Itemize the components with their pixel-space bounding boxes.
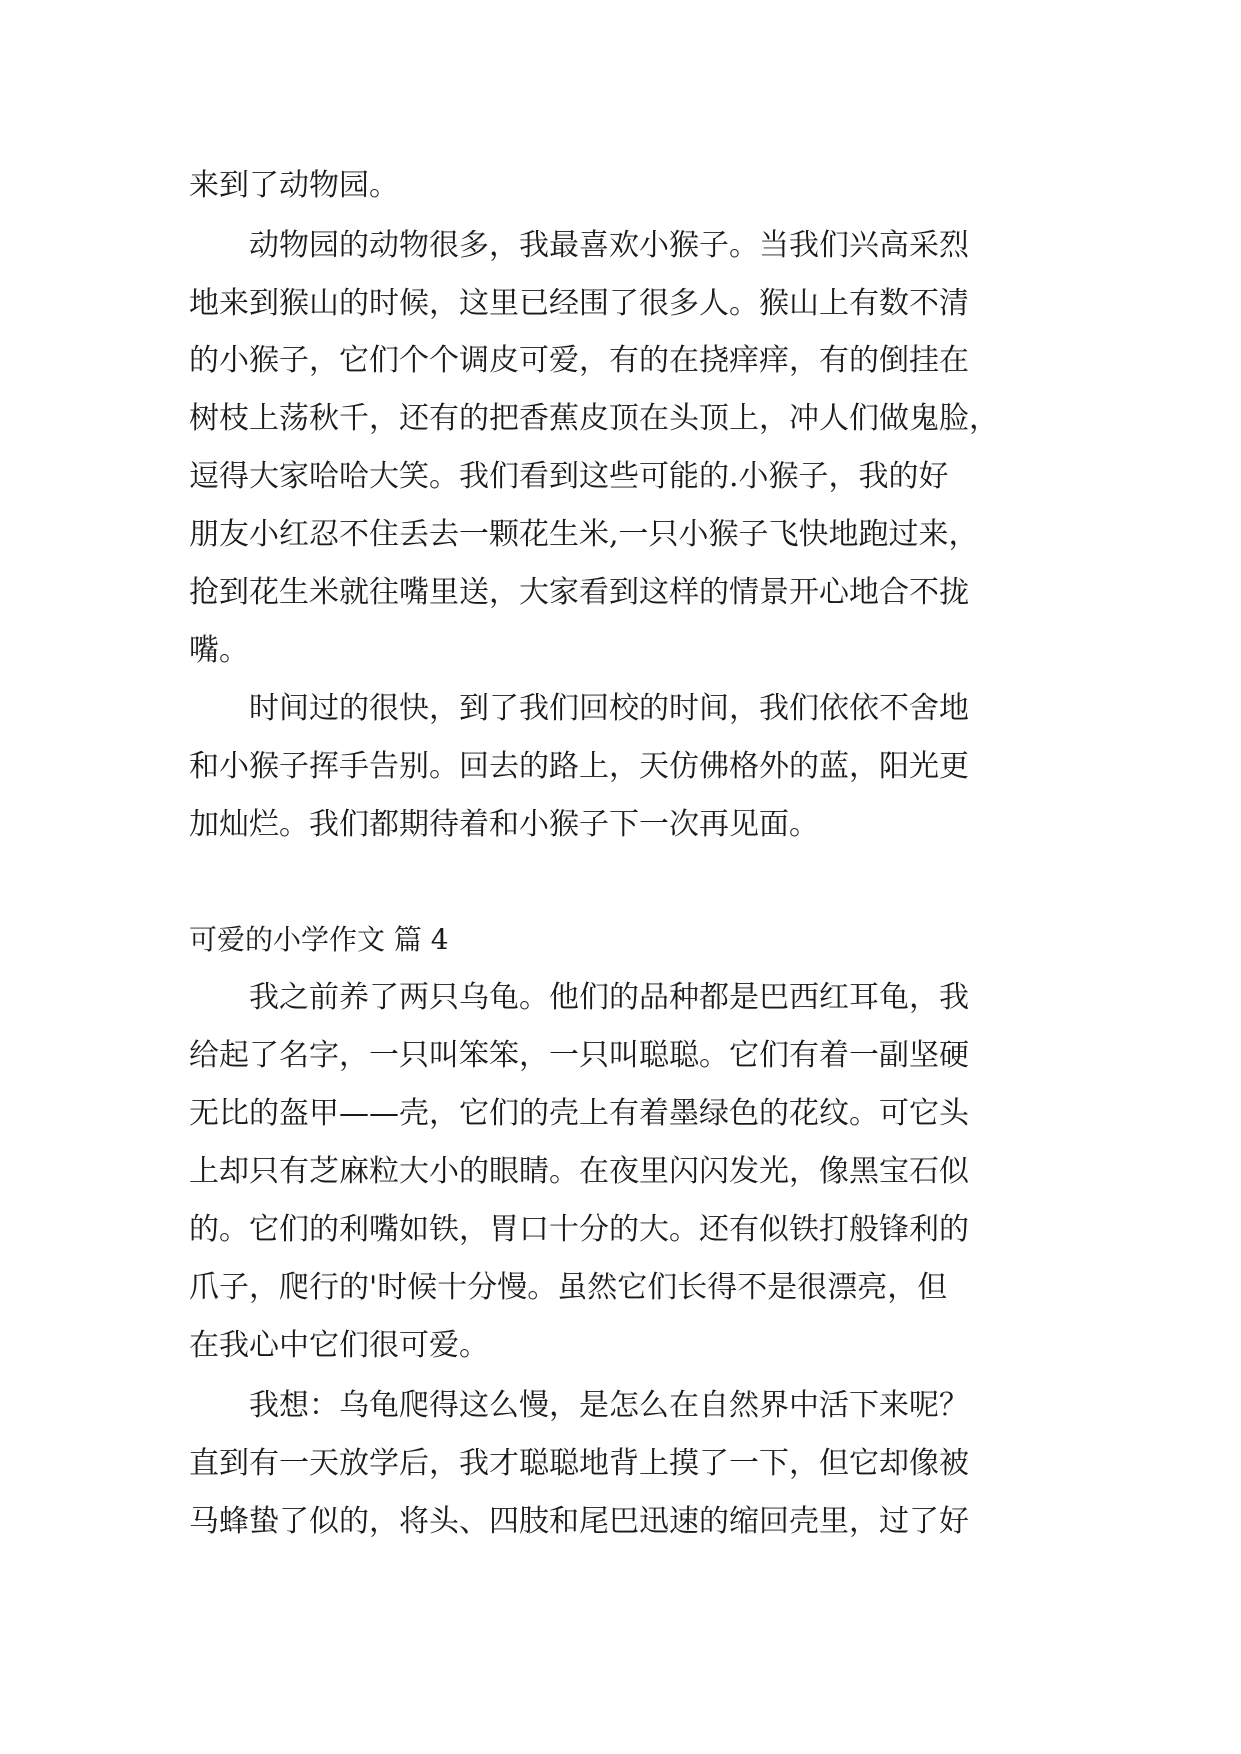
paragraph-line: 我想：乌龟爬得这么慢，是怎么在自然界中活下来呢？ <box>189 1388 969 1423</box>
paragraph-line: 嘴。 <box>189 633 249 668</box>
paragraph-line: 树枝上荡秋千，还有的把香蕉皮顶在头顶上，冲人们做鬼脸， <box>189 401 999 436</box>
paragraph-line: 的小猴子，它们个个调皮可爱，有的在挠痒痒，有的倒挂在 <box>189 343 969 378</box>
paragraph-line: 朋友小红忍不住丢去一颗花生米,一只小猴子飞快地跑过来， <box>189 517 979 552</box>
paragraph-line: 上却只有芝麻粒大小的眼睛。在夜里闪闪发光，像黑宝石似 <box>189 1154 969 1189</box>
paragraph-line: 我之前养了两只乌龟。他们的品种都是巴西红耳龟，我 <box>189 980 969 1015</box>
paragraph-line: 给起了名字，一只叫笨笨，一只叫聪聪。它们有着一副坚硬 <box>189 1038 969 1073</box>
paragraph-line: 加灿烂。我们都期待着和小猴子下一次再见面。 <box>189 807 819 842</box>
section-heading: 可爱的小学作文 篇 4 <box>189 923 449 956</box>
paragraph-line: 直到有一天放学后，我才聪聪地背上摸了一下，但它却像被 <box>189 1446 969 1481</box>
paragraph-line: 来到了动物园。 <box>189 168 399 203</box>
paragraph-line: 爪子，爬行的'时候十分慢。虽然它们长得不是很漂亮，但 <box>189 1270 948 1305</box>
paragraph-line: 在我心中它们很可爱。 <box>189 1328 489 1363</box>
paragraph-line: 动物园的动物很多，我最喜欢小猴子。当我们兴高采烈 <box>189 228 969 263</box>
paragraph-line: 马蜂蛰了似的，将头、四肢和尾巴迅速的缩回壳里，过了好 <box>189 1504 969 1539</box>
paragraph-line: 的。它们的利嘴如铁，胃口十分的大。还有似铁打般锋利的 <box>189 1212 969 1247</box>
paragraph-line: 逗得大家哈哈大笑。我们看到这些可能的.小猴子，我的好 <box>189 459 949 494</box>
paragraph-line: 无比的盔甲——壳，它们的壳上有着墨绿色的花纹。可它头 <box>189 1096 969 1131</box>
paragraph-line: 抢到花生米就往嘴里送，大家看到这样的情景开心地合不拢 <box>189 575 969 610</box>
paragraph-line: 地来到猴山的时候，这里已经围了很多人。猴山上有数不清 <box>189 286 969 321</box>
paragraph-line: 和小猴子挥手告别。回去的路上，天仿佛格外的蓝，阳光更 <box>189 749 969 784</box>
paragraph-line: 时间过的很快，到了我们回校的时间，我们依依不舍地 <box>189 691 969 726</box>
